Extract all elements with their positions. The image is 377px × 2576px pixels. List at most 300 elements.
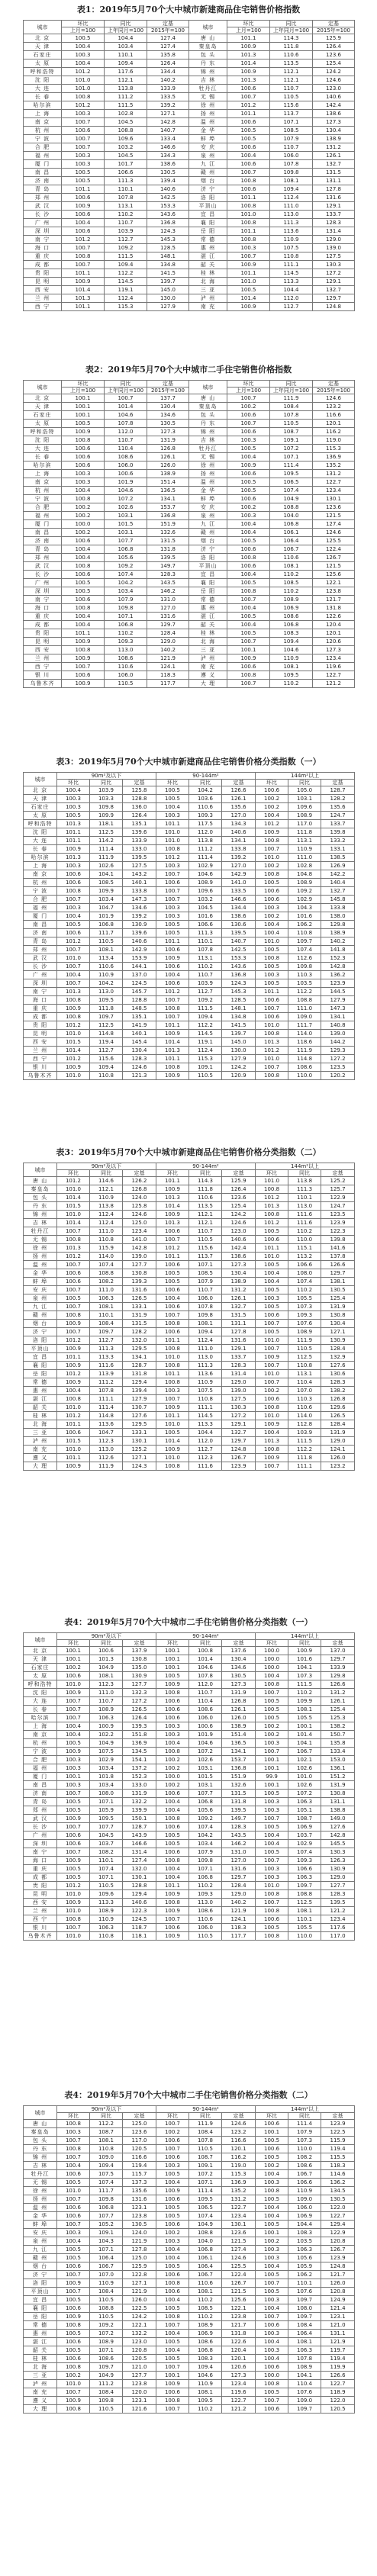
index-value: 108.3: [189, 2355, 222, 2363]
table-row: [24, 127, 355, 135]
index-value: 123.6: [313, 51, 355, 59]
index-value: 113.6: [189, 1370, 222, 1378]
index-value: 100.5: [256, 2388, 288, 2397]
index-value: 101.1: [156, 1412, 189, 1420]
header-city: 城市: [24, 1163, 57, 1177]
city-name: 南 充: [189, 303, 227, 311]
city-name: 大 理: [24, 2405, 57, 2414]
index-value: 100.2: [62, 503, 105, 512]
index-value: 106.0: [270, 152, 313, 160]
city-name: 南 京: [24, 870, 57, 879]
index-value: 100.4: [156, 2346, 189, 2355]
header-base: 2015年=100: [147, 27, 189, 34]
index-value: 124.8: [313, 303, 355, 311]
index-value: 110.7: [189, 1689, 222, 1697]
index-value: 110.6: [189, 1915, 222, 1924]
index-value: 113.0: [105, 646, 147, 654]
index-value: 101.1: [227, 110, 270, 118]
index-value: 100.5: [156, 1269, 189, 1278]
index-value: 110.2: [189, 2313, 222, 2321]
index-value: 107.5: [189, 1387, 222, 1395]
index-value: 100.5: [256, 1924, 288, 1932]
table-row: [24, 261, 355, 269]
index-value: 100.6: [156, 1706, 189, 1714]
city-name: 郑 州: [24, 194, 62, 202]
index-value: 100.6: [256, 2363, 288, 2372]
city-name: 南 宁: [24, 1848, 57, 1857]
index-value: 121.7: [321, 2271, 355, 2279]
city-name: 唐 山: [189, 34, 227, 43]
index-value: 101.3: [256, 1202, 288, 1211]
index-value: 110.1: [189, 937, 222, 946]
index-value: 101.9: [189, 1731, 222, 1739]
index-value: 139.0: [222, 1387, 256, 1395]
index-value: 109.2: [288, 887, 321, 896]
city-name: 泸 州: [189, 294, 227, 303]
index-value: 111.4: [288, 2120, 321, 2128]
index-value: 101.1: [227, 227, 270, 236]
city-name: 上 海: [24, 110, 62, 118]
index-value: 107.1: [90, 1798, 123, 1806]
index-value: 100.9: [156, 2380, 189, 2388]
city-name: 安 庆: [24, 2229, 57, 2237]
index-value: 134.1: [222, 1748, 256, 1756]
index-value: 135.8: [147, 51, 189, 59]
index-value: 129.5: [123, 1420, 156, 1429]
index-value: 127.4: [222, 2246, 256, 2254]
table-row: [24, 1345, 355, 1353]
index-value: 124.2: [313, 68, 355, 76]
city-name: 烟 台: [24, 1320, 57, 1328]
index-value: 131.8: [123, 1370, 156, 1378]
table-row: [24, 160, 355, 169]
table-row: [24, 587, 355, 596]
index-value: 128.4: [321, 1420, 355, 1429]
index-value: 110.5: [189, 2145, 222, 2153]
city-name: 九 江: [189, 520, 227, 529]
table-row: [24, 2330, 355, 2338]
index-value: 130.5: [123, 2221, 156, 2229]
index-value: 101.0: [62, 85, 105, 93]
header-metric: 定基: [222, 2113, 256, 2120]
index-value: 142.8: [123, 1244, 156, 1253]
index-value: 129.8: [321, 921, 355, 929]
index-value: 109.2: [105, 562, 147, 571]
index-value: 140.1: [123, 1030, 156, 1038]
index-value: 100.6: [227, 85, 270, 93]
index-value: 142.9: [123, 946, 156, 954]
index-value: 126.2: [123, 1177, 156, 1185]
table-row: [24, 2363, 355, 2372]
city-name: 郑 州: [24, 554, 62, 562]
index-value: 113.3: [90, 1353, 123, 1362]
city-name: 呼和浩特: [24, 428, 62, 436]
index-value: 135.6: [123, 2187, 156, 2195]
index-value: 102.9: [288, 896, 321, 904]
index-value: 140.1: [123, 879, 156, 887]
index-value: 124.3: [147, 227, 189, 236]
index-value: 100.6: [256, 1311, 288, 1320]
index-value: 100.9: [256, 1353, 288, 1362]
city-name: 武 汉: [24, 954, 57, 963]
index-value: 106.9: [288, 2212, 321, 2221]
table-row: [24, 2229, 355, 2237]
index-value: 101.1: [156, 1370, 189, 1378]
index-value: 101.2: [256, 1194, 288, 1202]
index-value: 111.5: [288, 1680, 321, 1689]
index-value: 126.0: [147, 461, 189, 470]
table-row: [24, 2145, 355, 2153]
index-value: 133.0: [123, 845, 156, 854]
index-value: 108.4: [90, 2288, 123, 2296]
index-value: 140.2: [321, 937, 355, 946]
table-row: [24, 1072, 355, 1080]
index-value: 124.8: [222, 1446, 256, 1454]
index-value: 111.5: [105, 252, 147, 261]
index-value: 112.5: [90, 1021, 123, 1030]
city-name: 泸 州: [24, 1437, 57, 1446]
index-value: 100.9: [156, 1680, 189, 1689]
index-value: 100.9: [156, 1907, 189, 1915]
index-value: 107.9: [288, 2128, 321, 2137]
index-value: 100.5: [156, 2262, 189, 2271]
index-value: 111.0: [288, 854, 321, 862]
index-value: 103.5: [288, 2237, 321, 2246]
index-value: 103.4: [90, 896, 123, 904]
city-name: 锦 州: [189, 428, 227, 436]
price-index-table: [23, 2105, 355, 2414]
index-value: 100.5: [57, 2296, 90, 2304]
header-metric: 定基: [222, 1640, 256, 1647]
index-value: 138.9: [313, 135, 355, 143]
index-value: 108.1: [270, 562, 313, 571]
index-value: 110.5: [90, 2313, 123, 2321]
index-value: 101.0: [62, 76, 105, 85]
index-value: 100.6: [57, 870, 90, 879]
header-city: 城市: [24, 773, 57, 786]
city-name: 长 春: [24, 93, 62, 101]
index-value: 126.4: [147, 59, 189, 68]
index-value: 112.7: [90, 1047, 123, 1055]
city-name: 西 宁: [24, 663, 62, 671]
index-value: 107.5: [270, 244, 313, 252]
index-value: 100.2: [256, 2162, 288, 2170]
city-name: 兰 州: [24, 654, 62, 663]
index-value: 145.0: [222, 1038, 256, 1047]
index-value: 107.5: [90, 2170, 123, 2179]
header-metric: 环比: [57, 1640, 90, 1647]
index-value: 119.1: [105, 286, 147, 294]
index-value: 100.7: [156, 2363, 189, 2372]
index-value: 100.4: [57, 1387, 90, 1395]
index-value: 101.0: [227, 278, 270, 286]
index-value: 121.9: [222, 1907, 256, 1915]
index-value: 100.5: [62, 579, 105, 587]
index-value: 107.7: [105, 537, 147, 545]
index-value: 122.0: [321, 2204, 355, 2212]
header-metric: 同比: [90, 1170, 123, 1177]
index-value: 135.0: [123, 1664, 156, 1672]
index-value: 145.0: [147, 286, 189, 294]
index-value: 100.7: [256, 845, 288, 854]
index-value: 110.2: [189, 1882, 222, 1890]
index-value: 127.4: [147, 34, 189, 43]
index-value: 100.5: [62, 587, 105, 596]
index-value: 100.4: [62, 613, 105, 621]
index-value: 122.3: [123, 1907, 156, 1915]
city-name: 惠 州: [189, 244, 227, 252]
index-value: 139.3: [123, 1722, 156, 1731]
index-value: 100.7: [156, 2405, 189, 2414]
city-name: 九 江: [24, 1303, 57, 1311]
index-value: 104.6: [189, 1739, 222, 1748]
index-value: 128.4: [222, 1882, 256, 1890]
city-name: 哈尔滨: [24, 854, 57, 862]
index-value: 130.5: [222, 1672, 256, 1680]
index-value: 107.2: [189, 1748, 222, 1756]
index-value: 100.6: [156, 963, 189, 971]
index-value: 142.2: [321, 870, 355, 879]
city-name: 重 庆: [24, 1005, 57, 1013]
index-value: 131.9: [123, 1790, 156, 1798]
index-value: 123.0: [222, 1227, 256, 1236]
index-value: 100.0: [256, 2372, 288, 2380]
index-value: 134.1: [321, 1013, 355, 1021]
index-value: 114.5: [189, 1030, 222, 1038]
index-value: 107.1: [189, 1865, 222, 1873]
index-value: 131.8: [222, 1798, 256, 1806]
index-value: 142.4: [313, 101, 355, 110]
table-row: [24, 537, 355, 545]
index-value: 100.8: [156, 2279, 189, 2288]
index-value: 110.9: [288, 2187, 321, 2195]
index-value: 100.5: [256, 1261, 288, 1269]
index-value: 111.1: [189, 1404, 222, 1412]
index-value: 131.6: [147, 613, 189, 621]
index-value: 100.4: [156, 2296, 189, 2304]
index-value: 100.3: [57, 2128, 90, 2137]
index-value: 121.9: [147, 654, 189, 663]
index-value: 110.0: [288, 1236, 321, 1244]
table-row: [24, 1739, 355, 1748]
index-value: 112.4: [270, 194, 313, 202]
index-value: 112.7: [189, 988, 222, 996]
index-value: 100.4: [227, 520, 270, 529]
index-value: 100.3: [57, 795, 90, 803]
index-value: 130.9: [321, 1865, 355, 1873]
city-name: 平顶山: [24, 2288, 57, 2296]
index-value: 124.6: [313, 529, 355, 537]
city-name: 重 庆: [24, 1865, 57, 1873]
index-value: 110.7: [105, 436, 147, 445]
index-value: 101.1: [256, 988, 288, 996]
index-value: 120.8: [321, 2237, 355, 2246]
table-row: [24, 1714, 355, 1722]
table-row: [24, 996, 355, 1005]
index-value: 121.0: [321, 2321, 355, 2330]
table-row: [24, 1429, 355, 1437]
table-row: [24, 2388, 355, 2397]
index-value: 127.2: [222, 1412, 256, 1420]
index-value: 133.9: [321, 1664, 355, 1672]
city-name: 南 京: [24, 478, 62, 487]
table-row: [24, 278, 355, 286]
index-value: 134.8: [147, 261, 189, 269]
index-value: 130.8: [123, 1655, 156, 1664]
table-row: [24, 420, 355, 428]
table-row: [24, 845, 355, 854]
index-value: 101.0: [256, 854, 288, 862]
index-value: 117.6: [321, 1924, 355, 1932]
table-row: [24, 252, 355, 261]
index-value: 100.9: [227, 654, 270, 663]
index-value: 121.0: [123, 2363, 156, 2372]
index-value: 151.8: [123, 1731, 156, 1739]
table-row: [24, 1404, 355, 1412]
index-value: 101.0: [256, 1370, 288, 1378]
index-value: 134.6: [147, 411, 189, 420]
index-value: 131.9: [321, 1303, 355, 1311]
index-value: 100.6: [62, 227, 105, 236]
index-value: 104.9: [90, 2372, 123, 2380]
index-value: 123.9: [321, 1219, 355, 1227]
index-value: 110.8: [288, 929, 321, 937]
index-value: 113.8: [105, 85, 147, 93]
index-value: 121.5: [313, 562, 355, 571]
index-value: 101.4: [57, 1219, 90, 1227]
index-value: 100.5: [256, 946, 288, 954]
index-value: 100.6: [62, 671, 105, 680]
index-value: 101.4: [288, 1731, 321, 1739]
city-name: 天 津: [24, 795, 57, 803]
index-value: 101.2: [57, 1336, 90, 1345]
index-value: 100.8: [256, 1185, 288, 1194]
index-value: 113.4: [90, 954, 123, 963]
index-value: 100.4: [156, 1798, 189, 1806]
index-value: 120.4: [222, 2346, 256, 2355]
index-value: 100.4: [256, 1832, 288, 1840]
index-value: 130.5: [147, 169, 189, 177]
city-name: 常 德: [24, 1378, 57, 1387]
index-value: 105.2: [90, 2221, 123, 2229]
index-value: 100.7: [57, 2221, 90, 2229]
index-value: 100.8: [57, 2120, 90, 2128]
index-value: 101.3: [90, 1655, 123, 1664]
index-value: 131.5: [222, 1311, 256, 1320]
index-value: 100.7: [156, 870, 189, 879]
table-row: [24, 286, 355, 294]
table-row: [24, 2372, 355, 2380]
index-value: 111.5: [189, 1005, 222, 1013]
index-value: 104.7: [90, 1429, 123, 1437]
index-value: 131.5: [313, 169, 355, 177]
index-value: 100.7: [156, 996, 189, 1005]
table-title: 表3：2019年5月70个大中城市新建商品住宅销售价格分类指数（一）: [56, 757, 321, 767]
city-name: 包 头: [24, 1194, 57, 1202]
index-value: 110.6: [270, 51, 313, 59]
index-value: 127.3: [222, 1680, 256, 1689]
index-value: 100.9: [156, 1072, 189, 1080]
index-value: 104.3: [288, 904, 321, 912]
index-value: 100.4: [62, 59, 105, 68]
index-value: 107.4: [90, 1261, 123, 1269]
city-name: 无 锡: [189, 93, 227, 101]
index-value: 127.9: [321, 996, 355, 1005]
header-metric: 定基: [313, 381, 355, 388]
index-value: 113.1: [105, 202, 147, 211]
city-name: 青 岛: [24, 185, 62, 194]
index-value: 123.9: [321, 2254, 355, 2262]
index-value: 100.6: [156, 1286, 189, 1294]
index-value: 111.8: [288, 1454, 321, 1462]
index-value: 111.9: [90, 1462, 123, 1471]
index-value: 100.5: [156, 1672, 189, 1680]
index-value: 128.3: [222, 1362, 256, 1370]
city-name: 赣 州: [189, 169, 227, 177]
index-value: 111.5: [105, 101, 147, 110]
city-name: 乌鲁木齐: [24, 1932, 57, 1941]
header-metric: 环比: [57, 1170, 90, 1177]
index-value: 137.3: [123, 2179, 156, 2187]
index-value: 100.6: [156, 1823, 189, 1832]
index-value: 100.3: [156, 2237, 189, 2246]
index-value: 128.8: [123, 795, 156, 803]
index-value: 120.8: [321, 2288, 355, 2296]
index-value: 139.8: [321, 828, 355, 837]
index-value: 100.5: [156, 1840, 189, 1848]
index-value: 100.7: [156, 2321, 189, 2330]
table-row: [24, 2170, 355, 2179]
index-value: 104.4: [270, 286, 313, 294]
index-value: 109.2: [189, 996, 222, 1005]
index-value: 112.1: [189, 1211, 222, 1219]
index-value: 101.3: [62, 294, 105, 303]
index-value: 100.9: [57, 1857, 90, 1865]
city-name: 吉 林: [24, 1219, 57, 1227]
index-value: 100.8: [256, 1030, 288, 1038]
index-value: 103.1: [189, 1764, 222, 1773]
city-name: 三 亚: [24, 1429, 57, 1437]
index-value: 100.4: [227, 604, 270, 613]
index-value: 124.6: [123, 1211, 156, 1219]
index-value: 106.7: [288, 2170, 321, 2179]
index-value: 100.8: [62, 562, 105, 571]
index-value: 127.6: [321, 1362, 355, 1370]
table-row: [24, 1924, 355, 1932]
index-value: 100.4: [156, 1806, 189, 1815]
index-value: 100.3: [256, 1294, 288, 1303]
index-value: 101.4: [156, 1202, 189, 1211]
index-value: 110.2: [288, 1689, 321, 1697]
index-value: 100.8: [256, 1446, 288, 1454]
index-value: 126.8: [321, 1395, 355, 1404]
table-row: [24, 2195, 355, 2204]
index-value: 139.5: [123, 854, 156, 862]
index-value: 100.4: [62, 487, 105, 495]
index-value: 100.6: [57, 1269, 90, 1278]
index-value: 128.5: [222, 996, 256, 1005]
index-value: 127.7: [123, 1261, 156, 1269]
index-value: 138.9: [222, 1278, 256, 1286]
index-value: 135.8: [321, 1739, 355, 1748]
index-value: 133.7: [313, 211, 355, 219]
city-name: 海 口: [24, 1857, 57, 1865]
index-value: 110.1: [288, 1194, 321, 1202]
index-value: 145.4: [123, 1038, 156, 1047]
index-value: 130.3: [321, 1848, 355, 1857]
index-value: 131.2: [321, 1689, 355, 1697]
header-city: 城市: [24, 2106, 57, 2120]
